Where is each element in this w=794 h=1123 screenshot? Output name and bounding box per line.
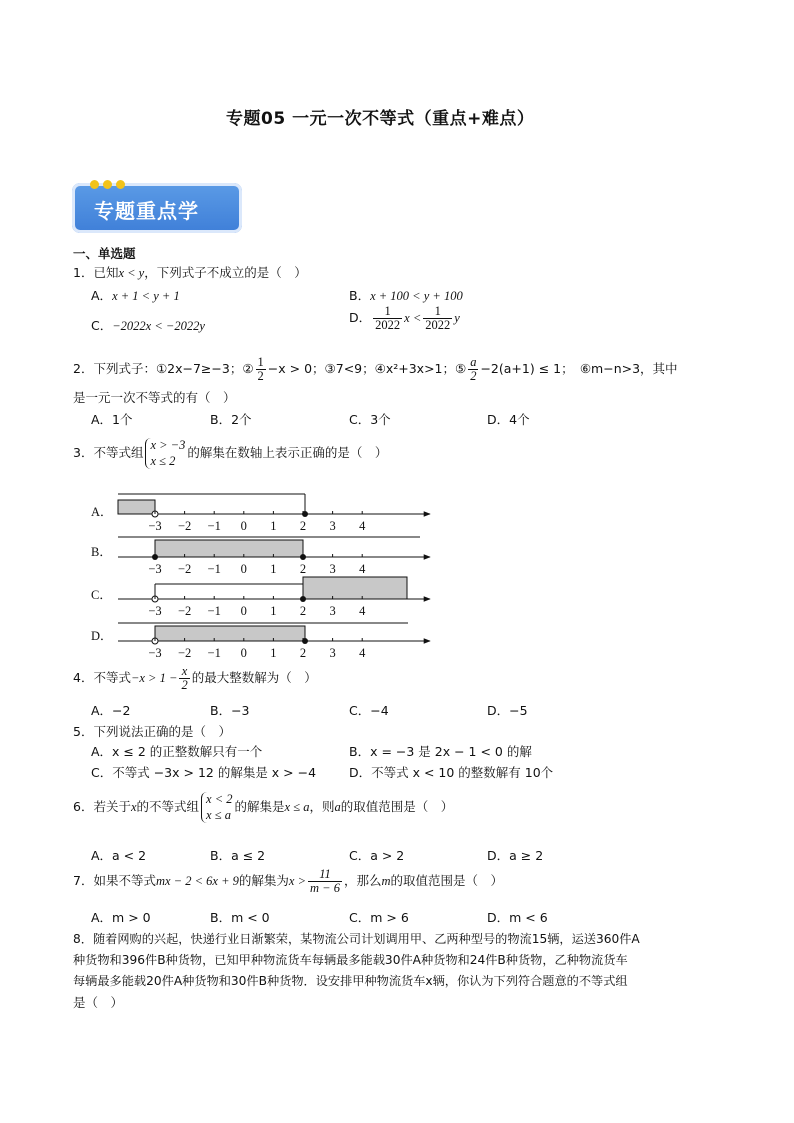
q5-option-a[interactable]: A．x ≤ 2 的正整数解只有一个 [91, 744, 263, 759]
q4-option-b[interactable]: B．−3 [210, 703, 250, 718]
option-a-label: A． [91, 505, 113, 519]
tick-label: 3 [329, 646, 336, 660]
q5-option-b[interactable]: B．x = −3 是 2x − 1 < 0 的解 [349, 744, 532, 759]
tick-label: −2 [177, 646, 192, 660]
q7-option-a[interactable]: A．m > 0 [91, 910, 151, 925]
tick-label: 3 [329, 604, 336, 618]
question-8-line-3: 每辆最多能载20件A种货物和30件B种货物．设安排甲种物流货车x辆，你认为下列符合题意的不等式组 [73, 974, 628, 988]
question-4-stem: 4．不等式−x > 1 − $\frac{x}{2}$ 的最大整数解为（ ） [73, 664, 317, 693]
tick-label: −1 [207, 646, 221, 660]
q2-option-c[interactable]: C．3个 [349, 412, 391, 427]
section-heading: 一、单选题 [73, 246, 136, 261]
tick-label: −2 [177, 562, 192, 576]
tick-label: −3 [148, 562, 162, 576]
q2-option-b[interactable]: B．2个 [210, 412, 252, 427]
dots-decoration-icon [90, 177, 129, 192]
number-line-option-c[interactable] [91, 577, 430, 618]
question-2-stem-line2: 是一元一次不等式的有（ ） [73, 390, 236, 405]
tick-label: 2 [299, 519, 307, 533]
tick-label: −2 [177, 604, 192, 618]
banner-label: 专题重点学 [94, 199, 199, 223]
tick-label: −1 [207, 604, 221, 618]
tick-label: 0 [240, 519, 247, 533]
q7-option-d[interactable]: D．m < 6 [487, 910, 548, 925]
question-7-stem: 7．如果不等式mx − 2 < 6x + 9的解集为x > $\frac{11}{m - 6}$ ，那么m的取值范围是（ ） [73, 867, 504, 896]
q7-option-b[interactable]: B．m < 0 [210, 910, 270, 925]
tick-label: 0 [240, 604, 247, 618]
q1-option-b[interactable]: B．x + 100 < y + 100 [349, 288, 463, 303]
question-3-stem: 3．不等式组 x > −3 x ≤ 2 的解集在数轴上表示正确的是（ ） [73, 438, 388, 468]
number-line-option-d[interactable] [91, 623, 430, 660]
q4-option-a[interactable]: A．−2 [91, 703, 131, 718]
option-b-label: B． [91, 545, 112, 559]
tick-label: −3 [148, 604, 162, 618]
tick-label: −2 [177, 519, 192, 533]
number-line-option-b[interactable] [91, 537, 430, 576]
q7-option-c[interactable]: C．m > 6 [349, 910, 409, 925]
q5-option-d[interactable]: D．不等式 x < 10 的整数解有 10个 [349, 765, 554, 780]
q2-option-a[interactable]: A．1个 [91, 412, 133, 427]
question-8-line-1: 8．随着网购的兴起，快递行业日渐繁荣，某物流公司计划调用甲、乙两种型号的物流15辆，运送360件A [73, 932, 640, 946]
tick-label: 4 [359, 646, 366, 660]
question-1-stem: 1．已知x < y，下列式子不成立的是（ ） [73, 265, 307, 280]
tick-label: 1 [270, 562, 277, 576]
tick-label: 0 [240, 646, 247, 660]
page-title: 专题05 一元一次不等式（重点+难点） [226, 109, 535, 129]
tick-label: 3 [329, 562, 336, 576]
tick-label: 4 [359, 604, 366, 618]
q6-option-b[interactable]: B．a ≤ 2 [210, 848, 266, 863]
q6-option-c[interactable]: C．a > 2 [349, 848, 405, 863]
tick-label: −1 [207, 562, 221, 576]
question-5-stem: 5．下列说法正确的是（ ） [73, 724, 231, 739]
number-lines-figure [0, 485, 794, 660]
tick-label: 1 [270, 646, 277, 660]
q4-option-c[interactable]: C．−4 [349, 703, 389, 718]
option-c-label: C． [91, 588, 112, 602]
tick-label: −3 [148, 646, 162, 660]
tick-label: 0 [240, 562, 247, 576]
option-d-label: D． [91, 629, 113, 643]
q6-option-d[interactable]: D．a ≥ 2 [487, 848, 544, 863]
q6-option-a[interactable]: A．a < 2 [91, 848, 147, 863]
tick-label: 3 [329, 519, 336, 533]
q4-option-d[interactable]: D．−5 [487, 703, 528, 718]
tick-label: −3 [148, 519, 162, 533]
q2-option-d[interactable]: D．4个 [487, 412, 530, 427]
tick-label: 2 [299, 646, 307, 660]
tick-label: 2 [299, 604, 307, 618]
question-2-stem: 2．下列式子：①2x−7≥−3；② $\frac{1}{2}$ −x > 0；③7<9；④x²+3x>1；⑤ $\frac{a}{2}$ −2(a+1) ≤ 1； ⑥m−n>3，其中 [73, 355, 678, 384]
tick-label: 1 [270, 604, 277, 618]
q5-option-c[interactable]: C．不等式 −3x > 12 的解集是 x > −4 [91, 765, 317, 780]
number-line-option-a[interactable] [91, 494, 430, 533]
tick-label: −1 [207, 519, 221, 533]
q1-option-d[interactable]: D． $\frac{1}{2022}$ x < $\frac{1}{2022}$ y [349, 304, 460, 333]
question-8-line-2: 种货物和396件B种货物，已知甲种物流货车每辆最多能载30件A种货物和24件B种货物，乙种物流货车 [73, 953, 628, 967]
tick-label: 1 [270, 519, 277, 533]
question-8-line-4: 是（ ） [73, 995, 124, 1010]
q1-option-a[interactable]: A．x + 1 < y + 1 [91, 288, 180, 303]
section-banner [72, 183, 242, 233]
tick-label: 2 [299, 562, 307, 576]
tick-label: 4 [359, 562, 366, 576]
tick-label: 4 [359, 519, 366, 533]
question-6-stem: 6．若关于x的不等式组 x < 2 x ≤ a 的解集是x ≤ a，则a的取值范围是（ ） [73, 792, 454, 822]
q1-option-c[interactable]: C．−2022x < −2022y [91, 318, 205, 333]
